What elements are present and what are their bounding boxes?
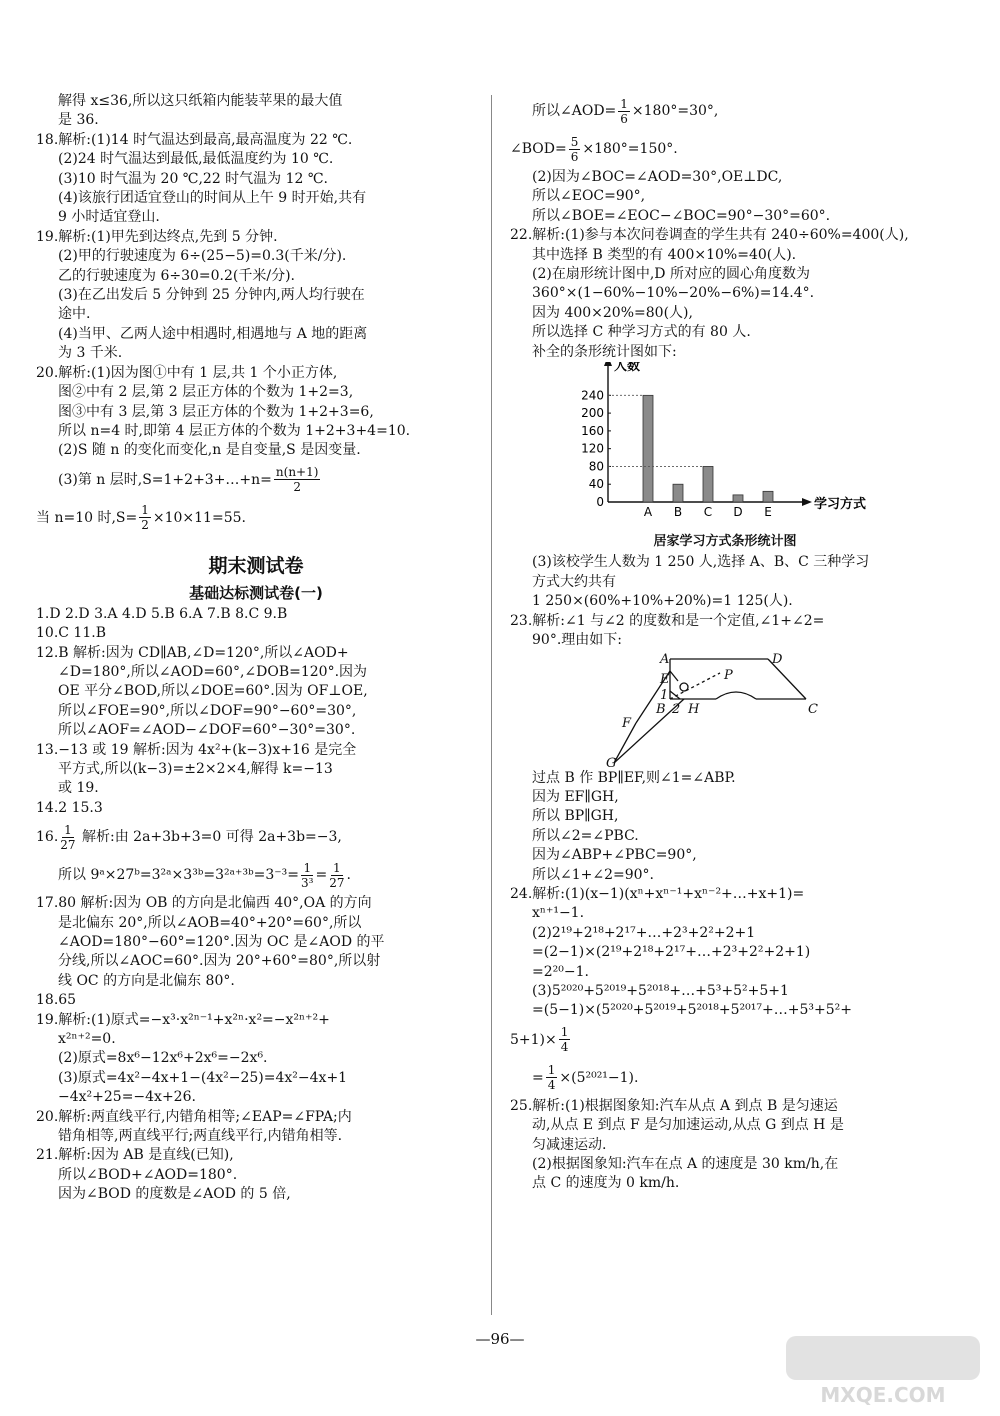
text-line: 是 36. [58, 112, 99, 129]
text-line: (3)10 时气温为 20 ℃,22 时气温为 12 ℃. [58, 170, 329, 187]
geometry-svg [510, 651, 940, 769]
text-line: (4)该旅行团适宜登山的时间从上午 9 时开始,共有 [58, 190, 367, 207]
bar-E [763, 491, 773, 502]
text-line: (2)在扇形统计图中,D 所对应的圆心角度数为 [532, 266, 810, 283]
text-line: 所以∠AOF=∠AOD−∠DOF=60°−30°=30°. [58, 722, 356, 739]
text-line: 动,从点 E 到点 F 是匀加速运动,从点 G 到点 H 是 [532, 1117, 844, 1134]
text-line: 14.2 15.3 [36, 799, 103, 816]
bar-C [703, 467, 713, 503]
text-line: 1.D 2.D 3.A 4.D 5.B 6.A 7.B 8.C 9.B [36, 605, 288, 622]
text-line: 25.解析:(1)根据图象知:汽车从点 A 到点 B 是匀速运 [510, 1097, 838, 1114]
text-line: 19.解析:(1)甲先到达终点,先到 5 分钟. [36, 228, 278, 245]
x-axis-arrow [802, 498, 812, 506]
geometry-label: P [724, 667, 733, 683]
formula-line: (3)第 n 层时,S=1+2+3+…+n= $\frac{n(n+1)}{2}$ [58, 465, 319, 495]
geometry-label: D [772, 651, 783, 667]
text-line: 方式大约共有 [532, 573, 616, 590]
text-line: 12.B 解析:因为 CD∥AB,∠D=120°,所以∠AOD+ [36, 644, 349, 661]
text-line: 错角相等,两直线平行;两直线平行,内错角相等. [58, 1128, 343, 1145]
text-line: (2)S 随 n 的变化而变化,n 是自变量,S 是因变量. [58, 442, 361, 459]
formula-line: 当 n=10 时,S= $\frac{1}{2}$ ×10×11=55. [36, 503, 246, 533]
text-line: 或 19. [58, 780, 99, 797]
segment-bp [670, 673, 720, 699]
text-line: (3)5²⁰²⁰+5²⁰¹⁹+5²⁰¹⁸+…+5³+5²+5+1 [532, 982, 789, 999]
answer-16: 16. $\frac{1}{27}$ 解析:由 2a+3b+3=0 可得 2a+3b=−3, [36, 822, 342, 852]
text-line: 匀减速运动. [532, 1136, 607, 1153]
text-line: 23.解析:∠1 与∠2 的度数和是一个定值,∠1+∠2= [510, 612, 825, 629]
bar-chart [510, 362, 940, 530]
text-line: 19.解析:(1)原式=−x³·x²ⁿ⁻¹+x²ⁿ·x²=−x²ⁿ⁺²+ [36, 1011, 330, 1028]
x-tick-label: A [643, 505, 653, 520]
text-line: (3)该校学生人数为 1 250 人,选择 A、B、C 三种学习 [532, 554, 870, 571]
text-line: 18.解析:(1)14 时气温达到最高,最高温度为 22 ℃. [36, 131, 353, 148]
text-line: 平方式,所以(k−3)=±2×2×4,解得 k=−13 [58, 760, 333, 777]
geometry-label: B [656, 701, 666, 717]
right-column [510, 92, 940, 1194]
text-line: ∠D=180°,所以∠AOD=60°,∠DOB=120°.因为 [58, 663, 368, 680]
y-tick-label: 240 [581, 388, 604, 403]
text-line: =(2−1)×(2¹⁹+2¹⁸+2¹⁷+…+2³+2²+2+1) [532, 944, 811, 961]
text-line: 所以 n=4 时,即第 4 层正方体的个数为 1+2+3+4=10. [58, 422, 411, 439]
geometry-label: A [660, 651, 670, 667]
text-line: 90°.理由如下: [532, 632, 622, 649]
x-tick-label: C [703, 505, 713, 520]
text-line: 所以∠2=∠PBC. [532, 827, 639, 844]
text-line: 所以 BP∥GH, [532, 808, 619, 825]
text-line: 13.−13 或 19 解析:因为 4x²+(k−3)x+16 是完全 [36, 741, 357, 758]
text-line: 10.C 11.B [36, 625, 106, 642]
formula-line: 5+1)× $\frac{1}{4}$ [510, 1025, 569, 1055]
x-tick-label: B [673, 505, 683, 520]
text-line: OE 平分∠BOD,所以∠DOE=60°.因为 OF⊥OE, [58, 683, 368, 700]
x-tick-label: D [733, 505, 743, 520]
left-column [36, 92, 476, 1205]
text-line: (2)24 时气温达到最低,最低温度约为 10 ℃. [58, 151, 334, 168]
section-title: 期末测试卷 [208, 554, 304, 577]
text-line: xⁿ⁺¹−1. [532, 905, 585, 922]
text-line: 因为∠ABP+∠PBC=90°, [532, 847, 697, 864]
text-line: 分线,所以∠AOC=60°.因为 20°+60°=80°,所以射 [58, 953, 381, 970]
text-line: 解得 x≤36,所以这只纸箱内能装苹果的最大值 [58, 93, 343, 109]
text-line: 因为 400×20%=80(人), [532, 304, 693, 321]
geometry-label: 2 [672, 701, 681, 717]
text-line: 线 OC 的方向是北偏东 80°. [58, 972, 235, 989]
y-tick-label: 40 [588, 477, 604, 492]
text-line: =2²⁰−1. [532, 963, 589, 980]
text-line: ∠AOD=180°−60°=120°.因为 OC 是∠AOD 的平 [58, 934, 385, 950]
answer-16-cont: 所以 9ᵃ×27ᵇ=3²ᵃ×3³ᵇ=3²ᵃ⁺³ᵇ=3⁻³= $\frac{1}{\text{3³}}$ = $\frac{1}{27}$ . [58, 860, 351, 890]
sub-title: 基础达标测试卷(一) [189, 583, 323, 602]
x-tick-label: E [764, 505, 772, 520]
text-line: 点 C 的速度为 0 km/h. [532, 1175, 680, 1192]
text-line: 9 小时适宜登山. [58, 209, 160, 226]
page-number: —96— [475, 1330, 525, 1348]
y-tick-label: 200 [581, 406, 604, 421]
point-circle [680, 683, 688, 691]
y-axis-label: 人数 [614, 362, 641, 375]
angle-mark-1 [670, 671, 678, 681]
text-line: (2)根据图象知:汽车在点 A 的速度是 30 km/h,在 [532, 1156, 839, 1172]
geometry-label: F [622, 715, 632, 731]
text-line: 20.解析:两直线平行,内错角相等;∠EAP=∠FPA;内 [36, 1108, 352, 1125]
text-line: 乙的行驶速度为 6÷30=0.2(千米/分). [58, 267, 295, 284]
text-line: 1 250×(60%+10%+20%)=1 125(人). [532, 593, 793, 610]
y-tick-label: 80 [588, 459, 604, 474]
y-tick-label: 160 [581, 423, 604, 438]
text-line: 所以∠BOE=∠EOC−∠BOC=90°−30°=60°. [532, 207, 831, 224]
text-line: 因为 EF∥GH, [532, 788, 619, 805]
text-line: (3)原式=4x²−4x+1−(4x²−25)=4x²−4x+1 [58, 1069, 348, 1086]
formula-line: ∠BOD= $\frac{5}{6}$ ×180°=150°. [510, 134, 678, 164]
bar-A [643, 395, 653, 502]
geometry-label: H [688, 701, 700, 717]
text-line: −4x²+25=−4x+26. [58, 1089, 196, 1106]
geometry-figure [510, 651, 940, 769]
text-line: 所以∠FOE=90°,所以∠DOF=90°−60°=30°, [58, 702, 357, 719]
watermark-text: MXQE.COM [820, 1383, 946, 1407]
geometry-label: 1 [660, 687, 669, 703]
text-line: 所以∠EOC=90°, [532, 188, 646, 205]
text-line: (2)甲的行驶速度为 6÷(25−5)=0.3(千米/分). [58, 248, 347, 265]
bar-D [733, 495, 743, 502]
text-line: =(5−1)×(5²⁰²⁰+5²⁰¹⁹+5²⁰¹⁸+5²⁰¹⁷+…+5³+5²+ [532, 1002, 852, 1019]
text-line: 所以∠BOD+∠AOD=180°. [58, 1166, 238, 1183]
text-line: 图②中有 2 层,第 2 层正方体的个数为 1+2=3, [58, 384, 354, 401]
bar-chart-svg [510, 362, 940, 530]
geometry-label: G [606, 755, 617, 769]
text-line: 所以∠1+∠2=90°. [532, 866, 655, 883]
text-line: 24.解析:(1)(x−1)(xⁿ+xⁿ⁻¹+xⁿ⁻²+…+x+1)= [510, 885, 805, 902]
x-axis-label: 学习方式 [814, 497, 867, 513]
text-line: x²ⁿ⁺²=0. [58, 1031, 116, 1048]
text-line: 17.80 解析:因为 OB 的方向是北偏西 40°,OA 的方向 [36, 895, 372, 912]
bar-B [673, 484, 683, 502]
watermark-logo [778, 1330, 988, 1408]
notch-arc [716, 692, 756, 699]
text-line: 其中选择 B 类型的有 400×10%=40(人). [532, 246, 797, 263]
text-line: 补全的条形统计图如下: [532, 343, 677, 360]
text-line: (2)2¹⁹+2¹⁸+2¹⁷+…+2³+2²+2+1 [532, 924, 756, 941]
chart-caption: 居家学习方式条形统计图 [653, 534, 797, 550]
text-line: 21.解析:因为 AB 是直线(已知), [36, 1147, 234, 1164]
text-line: (2)因为∠BOC=∠AOD=30°,OE⊥DC, [532, 169, 783, 185]
formula-line: 所以∠AOD= $\frac{1}{6}$ ×180°=30°, [532, 96, 719, 126]
text-line: 22.解析:(1)参与本次问卷调查的学生共有 240÷60%=400(人), [510, 227, 909, 244]
text-line: 为 3 千米. [58, 345, 123, 362]
text-line: (4)当甲、乙两人途中相遇时,相遇地与 A 地的距离 [58, 325, 368, 342]
text-line: (3)在乙出发后 5 分钟到 25 分钟内,两人均行驶在 [58, 287, 365, 304]
formula-line: = $\frac{1}{4}$ ×(5²⁰²¹−1). [532, 1063, 639, 1093]
text-line: 18.65 [36, 992, 77, 1009]
text-line: 过点 B 作 BP∥EF,则∠1=∠ABP. [532, 769, 736, 786]
text-line: 360°×(1−60%−10%−20%−6%)=14.4°. [532, 285, 815, 302]
text-line: 途中. [58, 306, 91, 323]
geometry-label: E [660, 671, 670, 687]
text-line: 图③中有 3 层,第 3 层正方体的个数为 1+2+3=6, [58, 403, 374, 420]
text-line: 20.解析:(1)因为图①中有 1 层,共 1 个小正方体, [36, 364, 338, 381]
column-divider [491, 95, 492, 1315]
y-tick-label: 0 [596, 495, 604, 510]
text-line: 所以选择 C 种学习方式的有 80 人. [532, 324, 751, 341]
y-axis-arrow [604, 362, 612, 366]
text-line: 因为∠BOD 的度数是∠AOD 的 5 倍, [58, 1186, 291, 1203]
text-line: (2)原式=8x⁶−12x⁶+2x⁶=−2x⁶. [58, 1050, 268, 1067]
text-line: 是北偏东 20°,所以∠AOB=40°+20°=60°,所以 [58, 914, 362, 931]
y-tick-label: 120 [581, 441, 604, 456]
geometry-label: C [808, 701, 818, 717]
